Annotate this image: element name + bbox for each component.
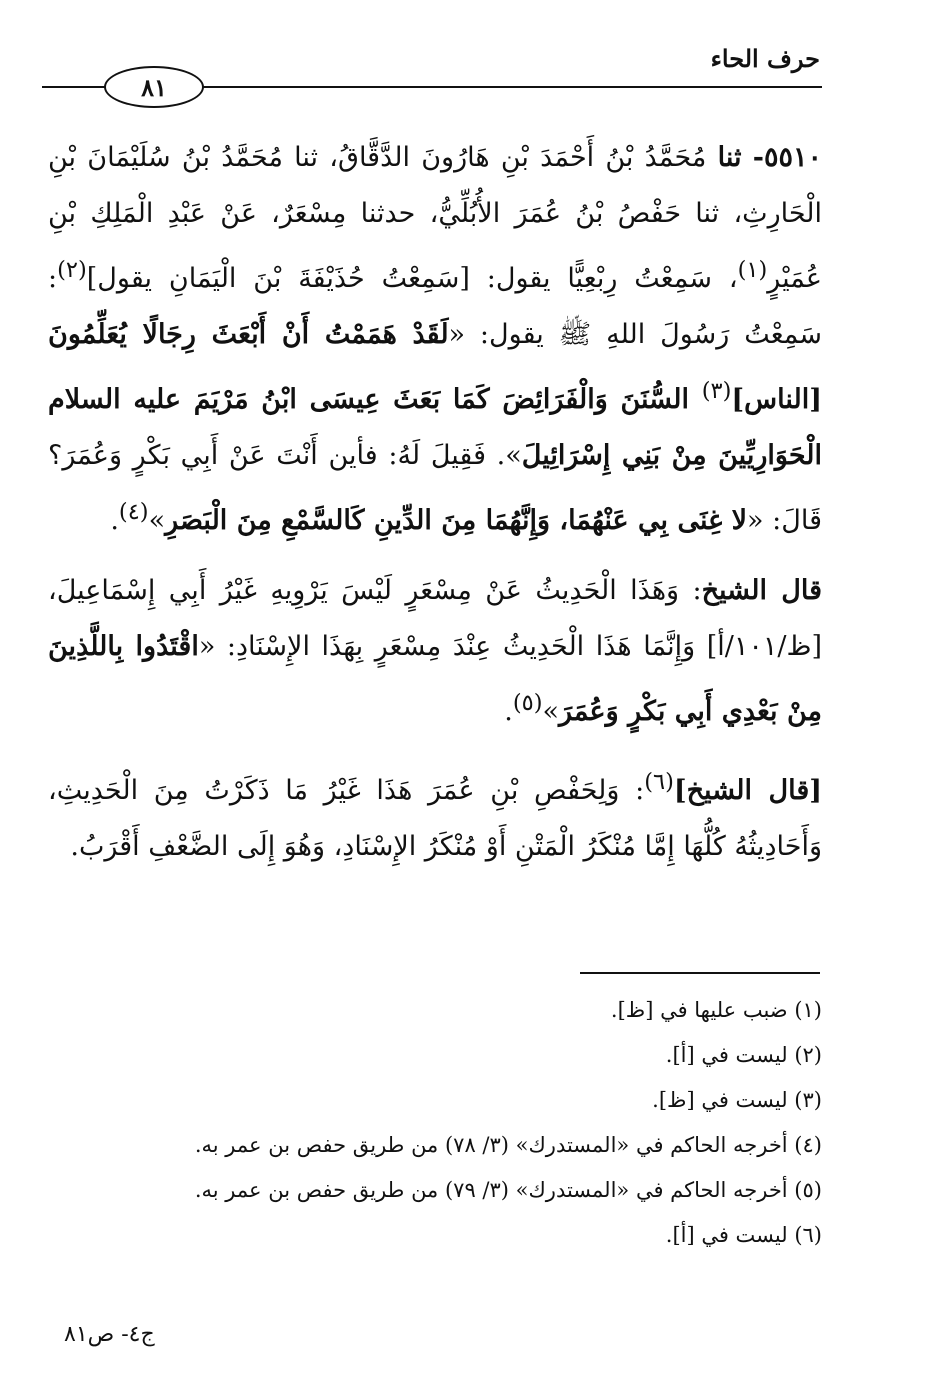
hadith-text: لَقَدْ هَمَمْتُ أَنْ أَبْعَثَ رِجَالًا يُعَلِّمُونَ [الناس] bbox=[48, 319, 822, 415]
text-segment: : وَهَذَا الْحَدِيثُ عَنْ مِسْعَرٍ لَيْسَ يَرْوِيهِ غَيْرُ أَبِي إِسْمَاعِيلَ، [ظ/١٠١/أ] وَإِنَّمَا هَذَا الْحَدِيثُ عِنْدَ مِسْعَرٍ بِهَذَا الإِسْنَادِ: « bbox=[48, 575, 822, 662]
text-segment: : وَلِحَفْصِ بْنِ عُمَرَ هَذَا غَيْرُ مَا ذَكَرْتُ مِنَ الْحَدِيثِ، وَأَحَادِيثُهُ كُلُّهَا إِمَّا مُنْكَرُ الْمَتْنِ أَوْ مُنْكَرُ الإِسْنَادِ، وَهُوَ إِلَى الضَّعْفِ أَقْرَبُ. bbox=[48, 775, 822, 862]
footnote: (١) ضبب عليها في [ظ]. bbox=[610, 998, 822, 1022]
chapter-title: حرف الحاء bbox=[710, 44, 820, 73]
hadith-paragraph bbox=[48, 130, 822, 549]
text-segment: مُحَمَّدُ بْنُ أَحْمَدَ بْنِ هَارُونَ الدَّقَّاقُ، ثنا مُحَمَّدُ بْنُ سُلَيْمَانَ بْنِ الْحَارِثِ، ثنا حَفْصُ بْنُ عُمَرَ الأُبُلِّيُّ، حدثنا مِسْعَرٌ، عَنْ عَبْدِ الْمَلِكِ بْنِ عُمَيْرٍ bbox=[48, 142, 822, 294]
footnote: (٦) ليست في [أ]. bbox=[665, 1223, 822, 1247]
speaker-lead: [قال الشيخ] bbox=[673, 775, 823, 806]
main-text bbox=[48, 130, 822, 875]
text-segment: : سَمِعْتُ رَسُولَ اللهِ ﷺ يقول: « bbox=[48, 263, 822, 350]
footnote: (٥) أخرجه الحاكم في «المستدرك» (٣/ ٧٩) من طريق حفص بن عمر به. bbox=[194, 1178, 822, 1202]
text-segment: . bbox=[504, 696, 513, 727]
text-segment: ». فَقِيلَ لَهُ: فأين أَنْتَ عَنْ أَبِي بَكْرٍ وَعُمَرَ؟ قَالَ: « bbox=[48, 440, 822, 536]
hadith-number: ٥٥١٠- bbox=[752, 142, 822, 173]
hadith-text: لا غِنَى بِي عَنْهُمَا، وَإِنَّهُمَا مِنَ الدِّينِ كَالسَّمْعِ مِنَ الْبَصَرِ bbox=[165, 505, 748, 536]
footnote: (٤) أخرجه الحاكم في «المستدرك» (٣/ ٧٨) من طريق حفص بن عمر به. bbox=[194, 1133, 822, 1157]
hadith-text: السُّنَنَ وَالْفَرَائِضَ كَمَا بَعَثَ عِيسَى ابْنُ مَرْيَمَ عليه السلام الْحَوَارِيِّينَ مِنْ بَنِي إِسْرَائِيلَ bbox=[48, 384, 822, 471]
footnote: (٢) ليست في [أ]. bbox=[665, 1043, 822, 1067]
footnote-ref: (٤) bbox=[118, 499, 149, 525]
volume-page-reference: ج٤- ص٨١ bbox=[64, 1322, 155, 1347]
commentary-paragraph bbox=[48, 754, 822, 875]
text-segment: » bbox=[148, 505, 166, 536]
footnote: (٣) ليست في [ظ]. bbox=[652, 1088, 822, 1112]
footnote-ref: (٦) bbox=[644, 769, 674, 795]
page-number: ٨١ bbox=[141, 72, 167, 102]
text-segment: . bbox=[110, 505, 119, 536]
footnote-ref: (٢) bbox=[57, 257, 87, 283]
text-segment: » bbox=[542, 696, 560, 727]
footnote-ref: (٣) bbox=[701, 378, 732, 404]
speaker-lead: قال الشيخ bbox=[701, 575, 822, 606]
chain-lead: ثنا bbox=[717, 142, 742, 173]
footnote-separator bbox=[580, 972, 820, 974]
commentary-paragraph bbox=[48, 563, 822, 740]
footnote-ref: (٥) bbox=[512, 690, 543, 716]
footnotes bbox=[122, 988, 822, 1258]
page-number-oval bbox=[104, 66, 204, 108]
text-segment: ، سَمِعْتُ رِبْعِيًّا يقول: [سَمِعْتُ حُذَيْفَةَ بْنَ الْيَمَانِ يقول] bbox=[86, 263, 738, 294]
hadith-text: اقْتَدُوا بِاللَّذِينَ مِنْ بَعْدِي أَبِي بَكْرٍ وَعُمَرَ bbox=[48, 631, 822, 727]
footnote-ref: (١) bbox=[737, 257, 768, 283]
